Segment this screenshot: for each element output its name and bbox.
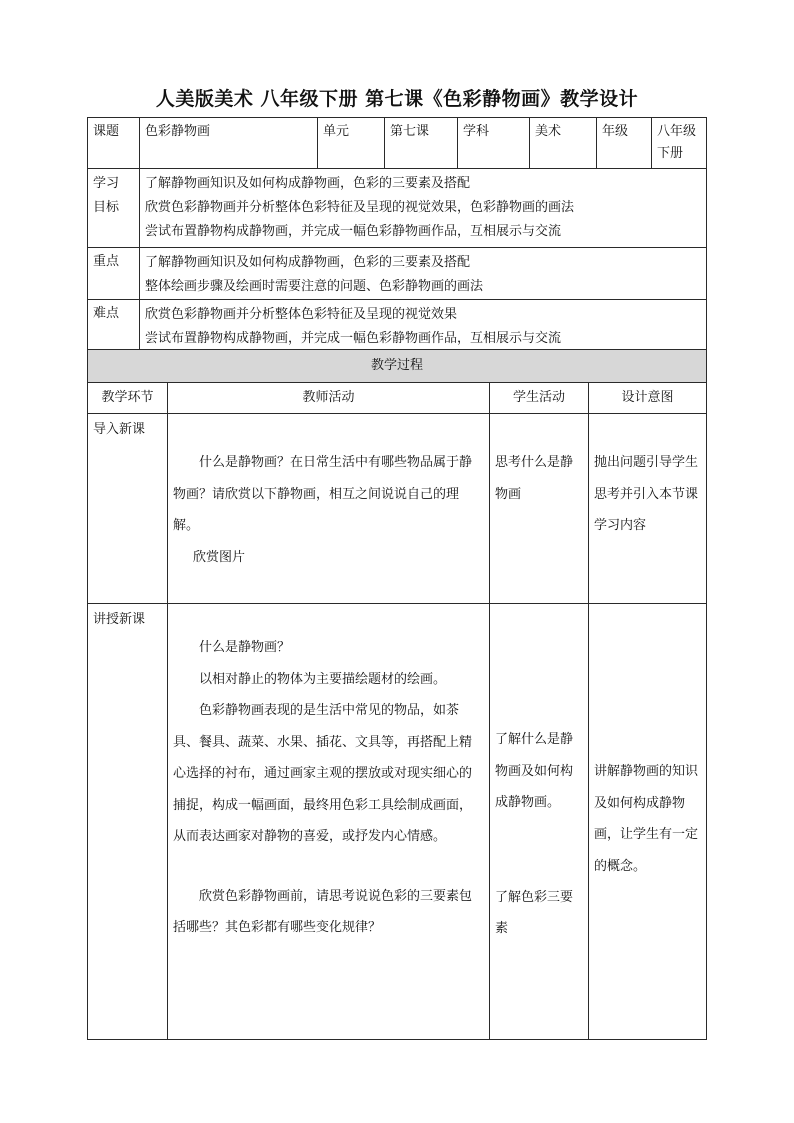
new-teacher-question-2: 欣赏色彩静物画前，请思考说说色彩的三要素包括哪些？其色彩都有哪些变化规律？	[173, 888, 473, 935]
difficulty-content	[140, 300, 707, 352]
new-student-text-2: 了解色彩三要素	[495, 889, 574, 936]
key-point-item: 整体绘画步骤及绘画时需要注意的问题、色彩静物画的画法	[145, 279, 484, 294]
goal-item: 了解静物画知识及如何构成静物画，色彩的三要素及搭配	[145, 176, 471, 191]
difficulty-item: 欣赏色彩静物画并分析整体色彩特征及呈现的视觉效果	[145, 307, 458, 322]
difficulty-label: 难点	[88, 300, 140, 352]
page-title: 人美版美术 八年级下册 第七课《色彩静物画》教学设计	[155, 88, 639, 110]
intro-teacher	[168, 414, 490, 604]
goals-row	[88, 169, 707, 248]
grade-value-line-2: 下册	[657, 146, 684, 161]
new-intent-text: 讲解静物画的知识及如何构成静物画，让学生有一定的概念。	[594, 764, 699, 874]
new-student-text-1: 了解什么是静物画及如何构成静物画。	[495, 732, 574, 810]
process-table	[87, 349, 707, 1040]
intro-intent	[589, 414, 707, 604]
new-teacher	[168, 604, 490, 1040]
intro-row	[88, 414, 707, 604]
grade-value	[652, 118, 707, 169]
goal-item: 欣赏色彩静物画并分析整体色彩特征及呈现的视觉效果，色彩静物画的画法	[145, 200, 575, 215]
header-stage: 教学环节	[88, 383, 168, 414]
process-header-row	[88, 383, 707, 414]
new-student	[490, 604, 589, 1040]
new-teacher-definition: 以相对静止的物体为主要描绘题材的绘画。	[199, 671, 447, 687]
lesson-info-table	[87, 117, 707, 352]
goals-label-line-2: 目标	[93, 200, 120, 215]
goals-label-line-1: 学习	[93, 176, 120, 191]
key-point-item: 了解静物画知识及如何构成静物画，色彩的三要素及搭配	[145, 255, 471, 270]
intro-teacher-text: 什么是静物画？在日常生活中有哪些物品属于静物画？请欣赏以下静物画，相互之间说说自己的理解。	[173, 455, 473, 533]
key-points-row	[88, 248, 707, 300]
subject-label: 学科	[458, 118, 530, 169]
process-title-row	[88, 350, 707, 383]
intro-student	[490, 414, 589, 604]
subject-value: 美术	[530, 118, 597, 169]
new-intent	[589, 604, 707, 1040]
lesson-label: 课题	[88, 118, 140, 169]
lesson-value: 色彩静物画	[140, 118, 318, 169]
goal-item: 尝试布置静物构成静物画，并完成一幅色彩静物画作品，互相展示与交流	[145, 224, 562, 239]
new-teacher-description: 色彩静物画表现的是生活中常见的物品，如茶具、餐具、蔬菜、水果、插花、文具等，再搭配上精心选择的衬布，通过画家主观的摆放或对现实细心的捕捉，构成一幅画面，最终用色彩工具绘制成画面，从而表达画家对静物的喜爱，或抒发内心情感。	[173, 703, 473, 844]
unit-label: 单元	[318, 118, 385, 169]
header-teacher: 教师活动	[168, 383, 490, 414]
intro-stage: 导入新课	[88, 414, 168, 604]
new-teacher-question: 什么是静物画？	[199, 640, 291, 655]
difficulty-item: 尝试布置静物构成静物画，并完成一幅色彩静物画作品，互相展示与交流	[145, 331, 562, 346]
goals-content	[140, 169, 707, 248]
key-points-label: 重点	[88, 248, 140, 300]
unit-value: 第七课	[385, 118, 458, 169]
lesson-row	[88, 118, 707, 169]
header-intent: 设计意图	[589, 383, 707, 414]
grade-value-line-1: 八年级	[657, 124, 697, 139]
new-lesson-row	[88, 604, 707, 1040]
difficulty-row	[88, 300, 707, 352]
intro-intent-text: 抛出问题引导学生思考并引入本节课学习内容	[594, 455, 699, 533]
goals-label	[88, 169, 140, 248]
header-student: 学生活动	[490, 383, 589, 414]
new-stage: 讲授新课	[88, 604, 168, 1040]
process-title: 教学过程	[88, 350, 707, 383]
grade-label: 年级	[597, 118, 652, 169]
intro-teacher-note: 欣赏图片	[193, 549, 246, 565]
key-points-content	[140, 248, 707, 300]
intro-student-text: 思考什么是静物画	[495, 455, 574, 502]
